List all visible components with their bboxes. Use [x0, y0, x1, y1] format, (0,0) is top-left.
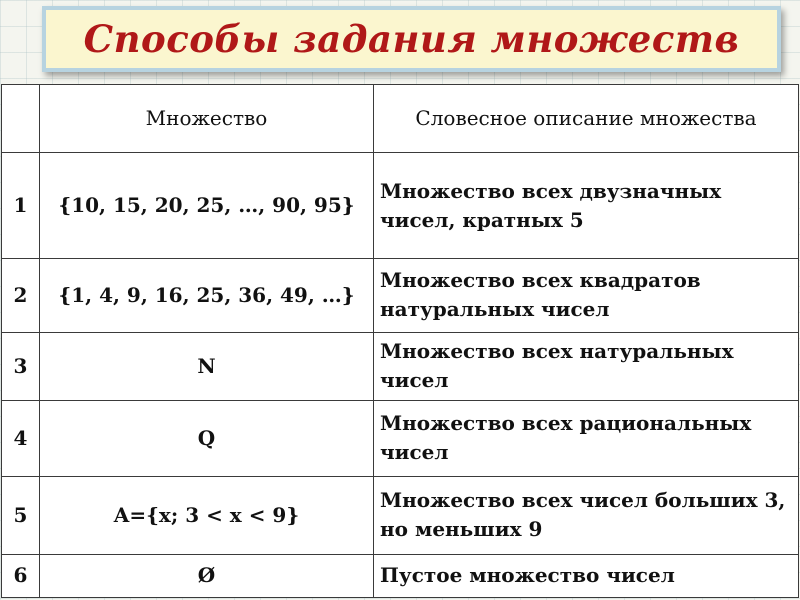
set-notation-cell: {1, 4, 9, 16, 25, 36, 49, …} — [40, 259, 374, 333]
set-description-cell: Множество всех рациональных чисел — [374, 400, 799, 476]
set-notation-cell: Ø — [40, 554, 374, 597]
row-number-cell: 5 — [2, 476, 40, 554]
header-set-cell: Множество — [40, 85, 374, 153]
set-notation-cell: N — [40, 332, 374, 400]
row-number-cell: 3 — [2, 332, 40, 400]
row-number-cell: 1 — [2, 153, 40, 259]
table-row — [2, 153, 799, 259]
table-row — [2, 332, 799, 400]
row-number-cell: 6 — [2, 554, 40, 597]
title-banner — [42, 6, 781, 72]
set-description-cell: Пустое множество чисел — [374, 554, 799, 597]
table-row — [2, 476, 799, 554]
page-title: Способы задания множеств — [83, 17, 740, 61]
table-row — [2, 259, 799, 333]
header-number-cell — [2, 85, 40, 153]
set-notation-cell: A={x; 3 < x < 9} — [40, 476, 374, 554]
set-description-cell: Множество всех квадратов натуральных чисел — [374, 259, 799, 333]
table-header-row — [2, 85, 799, 153]
set-description-cell: Множество всех двузначных чисел, кратных 5 — [374, 153, 799, 259]
sets-table — [1, 84, 799, 598]
set-notation-cell: Q — [40, 400, 374, 476]
set-description-cell: Множество всех чисел больших 3, но меньших 9 — [374, 476, 799, 554]
row-number-cell: 4 — [2, 400, 40, 476]
set-notation-cell: {10, 15, 20, 25, …, 90, 95} — [40, 153, 374, 259]
set-description-cell: Множество всех натуральных чисел — [374, 332, 799, 400]
table-row — [2, 554, 799, 597]
row-number-cell: 2 — [2, 259, 40, 333]
header-description-cell: Словесное описание множества — [374, 85, 799, 153]
table-row — [2, 400, 799, 476]
